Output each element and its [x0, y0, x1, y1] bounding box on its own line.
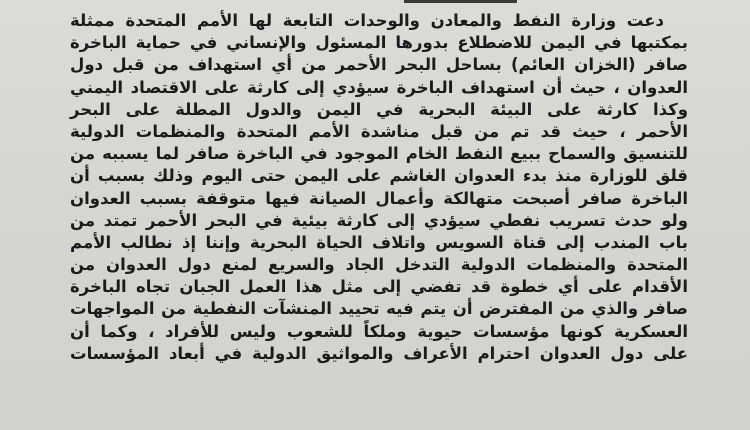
document-line: بمكتبها في اليمن للاضطلاع بدورها المسئول والإنساني في حماية الباخرة [70, 33, 688, 53]
top-rule-line [404, 0, 517, 3]
document-line: صافر والذي من المفترض أن يتم فيه تحييد المنشآت النفطية من المواجهات [70, 299, 688, 319]
document-line: العدوان ، حيث أن استهداف الباخرة سيؤدي إلى كارثة على الاقتصاد اليمني [70, 77, 688, 97]
document-line: ولو حدث تسريب نفطي سيؤدي إلى كارثة بيئية في البحر الأحمر تمتد من [70, 210, 688, 230]
document-line: الأحمر ، حيث قد تم من قبل مناشدة الأمم المتحدة والمنظمات الدولية [70, 121, 688, 141]
document-line: باب المندب إلى قناة السويس واتلاف الحياة البحرية وإننا إذ نطالب الأمم [70, 232, 688, 252]
document-line: قلق للوزارة منذ بدء العدوان الغاشم على اليمن حتى اليوم وذلك بسبب أن [70, 166, 688, 186]
document-line: الباخرة صافر أصبحت متهالكة وأعمال الصيانة فيها متوقفة بسبب العدوان [70, 188, 688, 208]
document-line: دعت وزارة النفط والمعادن والوحدات التابعة لها الأمم المتحدة ممثلة [70, 11, 664, 30]
document-line: للتنسيق والسماح ببيع النفط الخام الموجود في الباخرة صافر لما يسببه من [70, 144, 688, 164]
document-line: المتحدة والمنظمات الدولية التدخل الجاد والسريع لمنع دول العدوان من [70, 255, 688, 275]
document-body [0, 10, 750, 365]
document-line: وكذا كارثة على البيئة البحرية في اليمن والدول المطلة على البحر [70, 99, 688, 119]
document-line: على دول العدوان احترام الأعراف والمواثيق الدولية في أبعاد المؤسسات [70, 343, 688, 363]
document-line: صافر (الخزان العائم) بساحل البحر الأحمر من أي استهداف من قبل دول [70, 55, 688, 75]
document-line: الأقدام على أي خطوة قد تفضي إلى مثل هذا العمل الجبان تجاه الباخرة [70, 277, 688, 297]
document-line: العسكرية كونها مؤسسات حيوية وملكاً للشعوب وليس للأفراد ، وكما أن [70, 321, 688, 341]
